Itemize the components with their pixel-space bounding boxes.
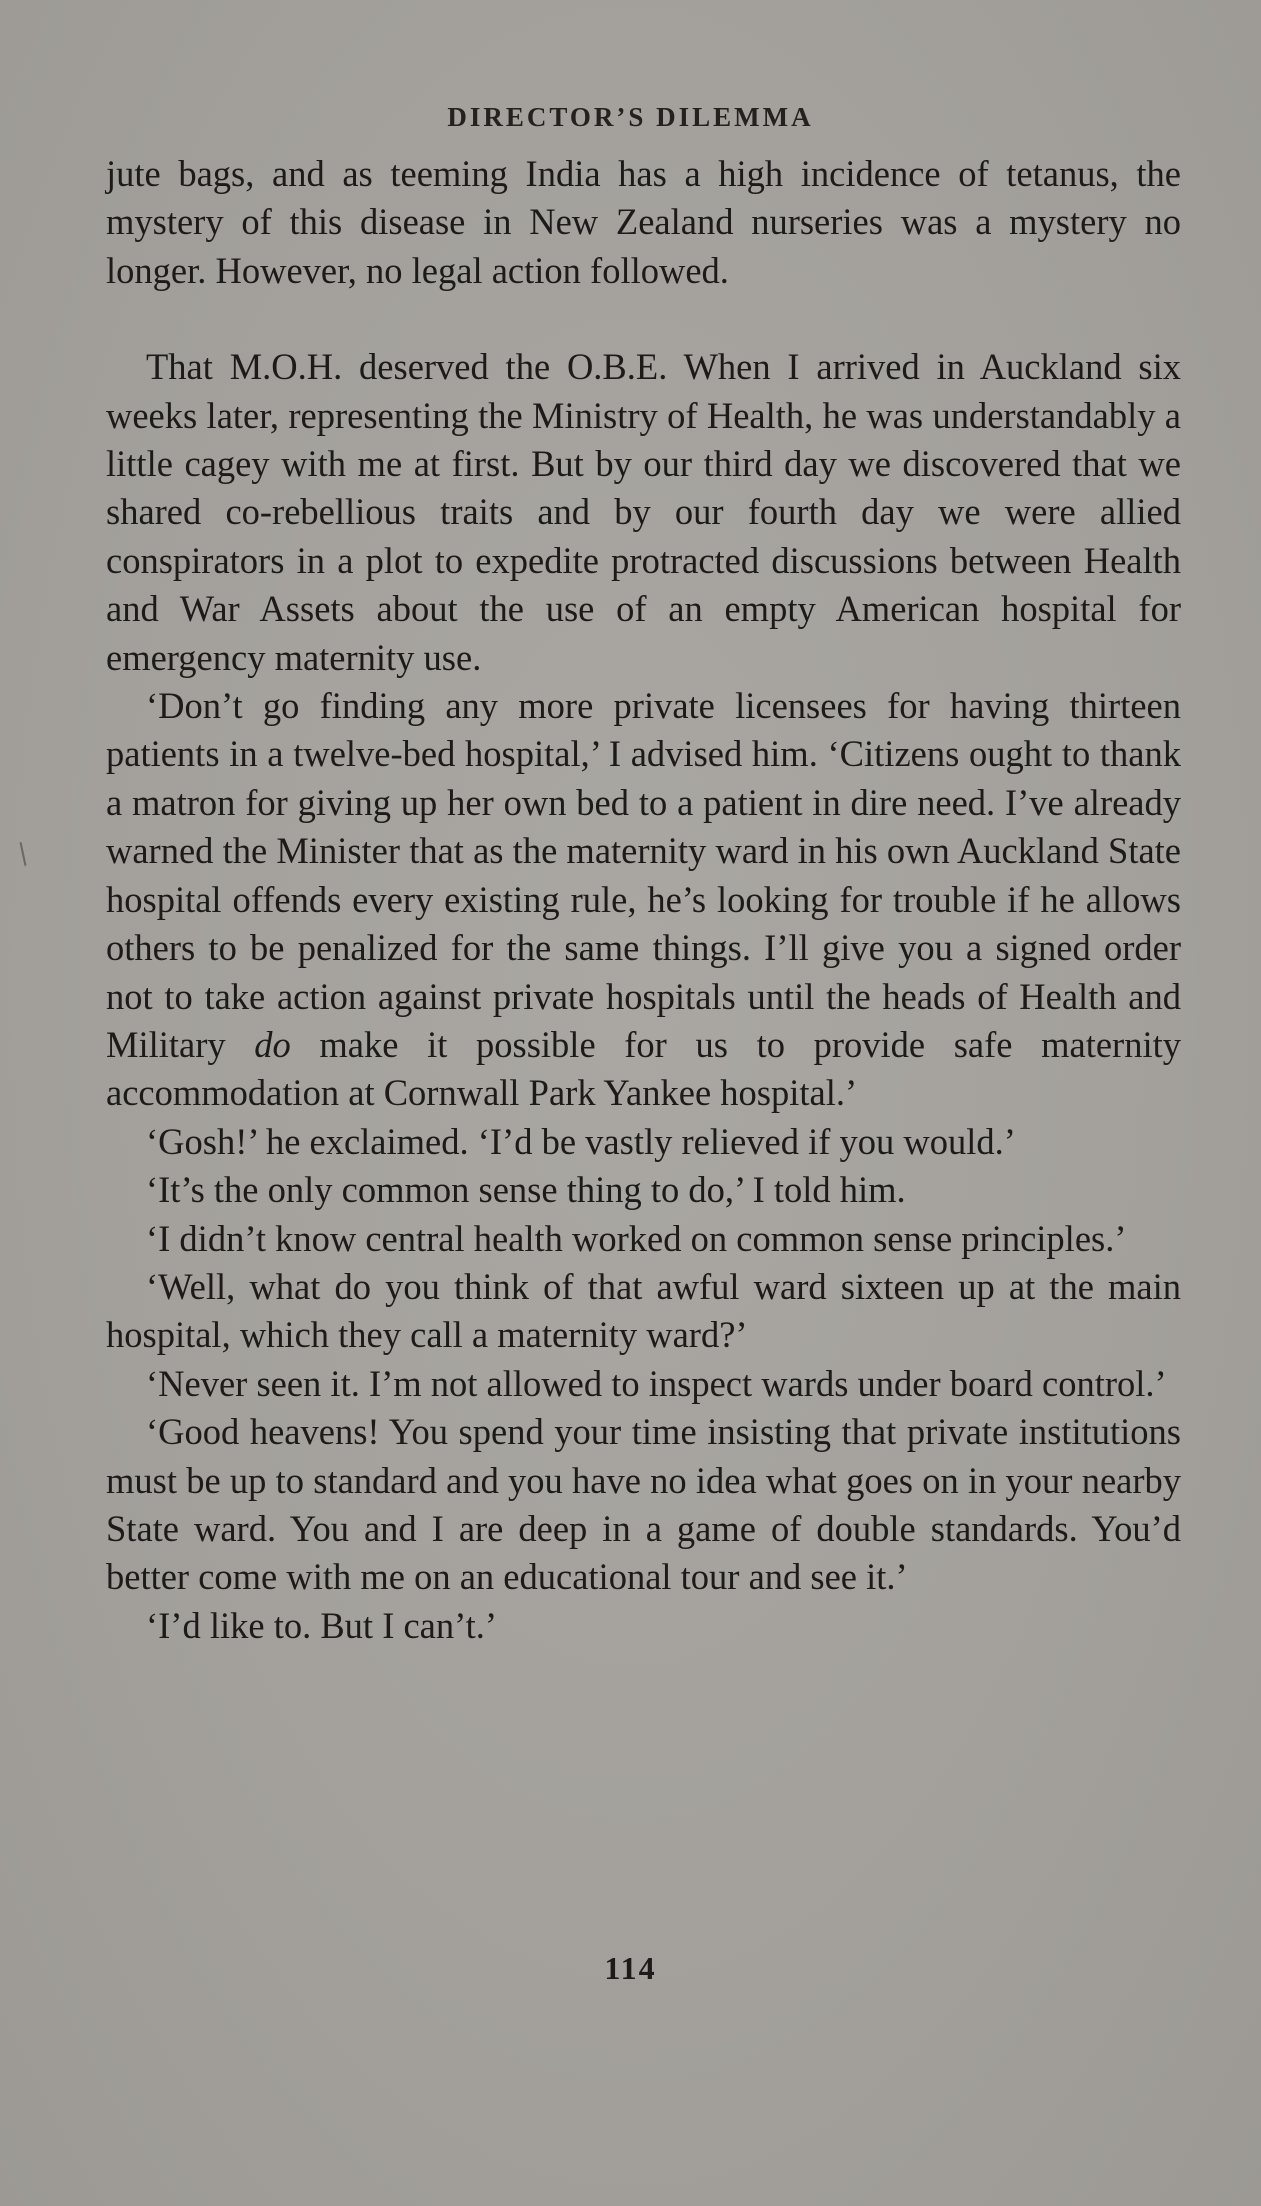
paragraph: ‘Never seen it. I’m not allowed to inspect wards under board control.’ bbox=[146, 1362, 1167, 1404]
paragraph-text-tail: make it possible for us to provide safe maternity accommodation at Cornwall Park Yankee hospital.’ bbox=[106, 1023, 1181, 1114]
paragraph-continuation: jute bags, and as teeming India has a high incidence of tetanus, the mystery of this disease in New Zealand nurseries was a mystery no longer. However, no legal action followed. bbox=[106, 153, 1181, 291]
paragraph: ‘I didn’t know central health worked on common sense principles.’ bbox=[146, 1217, 1127, 1259]
body-text bbox=[106, 150, 1181, 1650]
paragraph: ‘Well, what do you think of that awful ward sixteen up at the main hospital, which they call a maternity ward?’ bbox=[106, 1265, 1181, 1356]
running-head: DIRECTOR’S DILEMMA bbox=[447, 102, 814, 132]
paragraph bbox=[106, 682, 1181, 1118]
paragraph: ‘Good heavens! You spend your time insisting that private institutions must be up to standard and you have no idea what goes on in your nearby State ward. You and I are deep in a game of double standards. You’d better come with me on an educational tour and see it.’ bbox=[106, 1411, 1181, 1598]
page-number: 114 bbox=[604, 1950, 657, 1986]
paragraph: ‘It’s the only common sense thing to do,’ I told him. bbox=[146, 1169, 906, 1211]
margin-mark bbox=[20, 842, 27, 866]
paragraph: ‘I’d like to. But I can’t.’ bbox=[146, 1604, 498, 1646]
paragraph: That M.O.H. deserved the O.B.E. When I arrived in Auckland six weeks later, representing the Ministry of Health, he was understandably a little cagey with me at first. But by our third day we discovered that we shared co-rebellious traits and by our fourth day we were allied conspirators in a plot to expedite protracted discussions between Health and War Assets about the use of an empty American hospital for emergency maternity use. bbox=[106, 346, 1181, 678]
paragraph-text: ‘Don’t go finding any more private licensees for having thirteen patients in a twelve-bed hospital,’ I advised him. ‘Citizens ought to thank a matron for giving up her own bed to a patient in dire need. I’ve already warned the Minister that as the maternity ward in his own Auckland State hospital offends every existing rule, he’s looking for trouble if he allows others to be penalized for the same things. I’ll give you a signed order not to take action against private hospitals until the heads of Health and Military bbox=[106, 685, 1181, 1065]
paragraph: ‘Gosh!’ he exclaimed. ‘I’d be vastly relieved if you would.’ bbox=[146, 1120, 1016, 1162]
italic-emphasis: do bbox=[254, 1023, 291, 1065]
